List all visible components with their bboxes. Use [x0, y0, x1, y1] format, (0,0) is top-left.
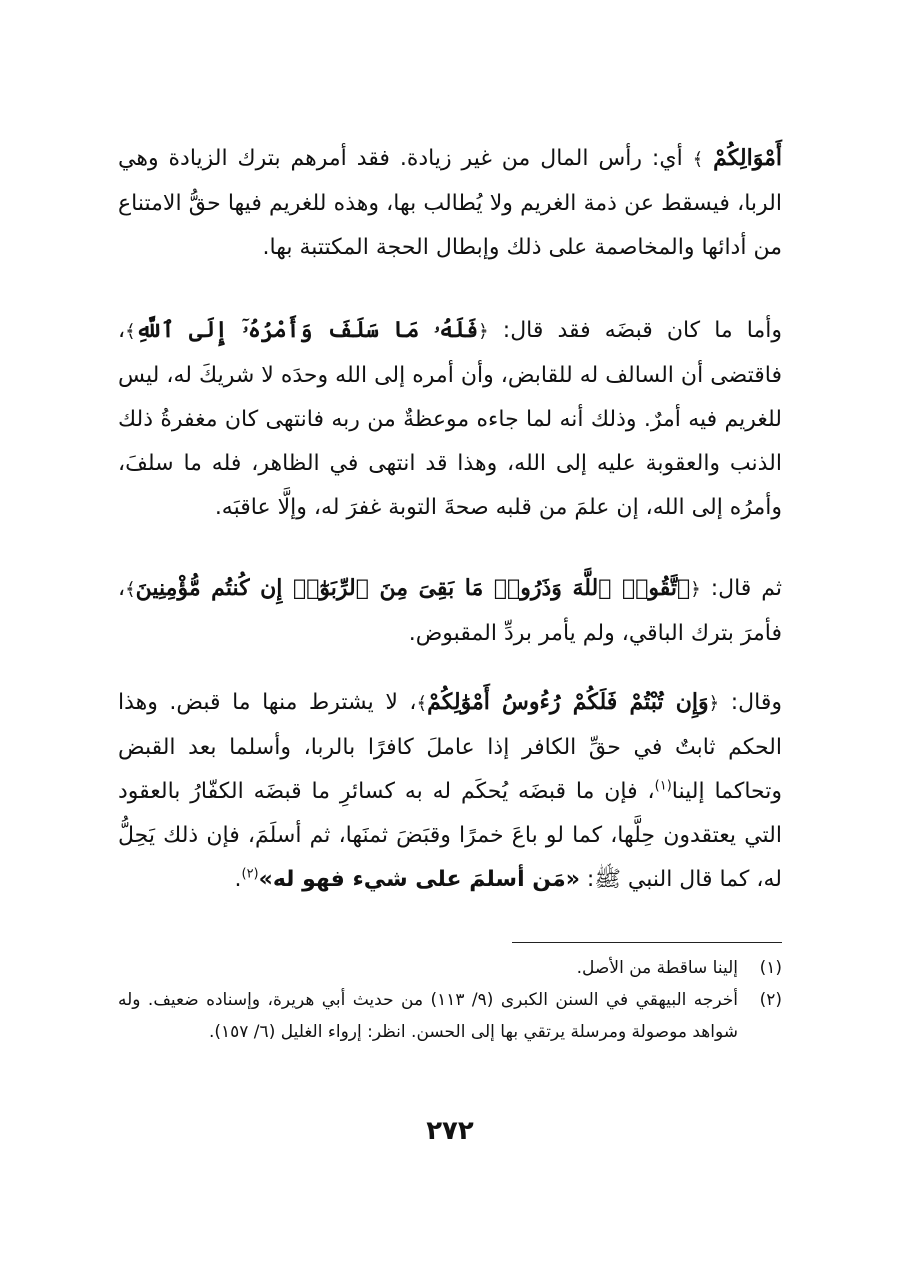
paragraph-2-intro: وأما ما كان قبضَه فقد قال:: [502, 318, 783, 343]
footnote-text: إلينا ساقطة من الأصل.: [576, 958, 738, 978]
ornate-bracket-open: ﴿: [478, 321, 489, 342]
paragraph-3-intro: ثم قال:: [710, 576, 782, 601]
paragraph-2-text: ، فاقتضى أن السالف له للقابض، وأن أمره إلى الله وحدَه لا شريكَ له، ليس للغريم فيه أمرٌ. وذلك أنه لما جاءه موعظةٌ من ربه فانتهى كان مغفرةُ ذلك الذنب والعقوبة عليه إلى الله، وهذا قد انتهى في الظاهر، فله ما سلفَ، وأمرُه إلى الله، إن علمَ من قلبه صحةَ التوبة غفرَ له، وإلَّا عاقبَه.: [118, 318, 782, 520]
footnote-separator: [512, 942, 782, 943]
footnotes: [118, 952, 782, 1048]
paragraph-3-text: ، فأمرَ بترك الباقي، ولم يأمر بردِّ المقبوض.: [118, 576, 782, 646]
footnote-text: أخرجه البيهقي في السنن الكبرى (٩/ ١١٣) من حديث أبي هريرة، وإسناده ضعيف. وله شواهد موصولة ومرسلة يرتقي بها إلى الحسن. انظر: إرواء الغليل (٦/ ١٥٧).: [118, 990, 738, 1042]
paragraph-4-text: ، لا يشترط منها ما قبض. وهذا الحكم ثابتٌ في حقِّ الكافر إذا عاملَ كافرًا بالربا، وأسلما بعد القبض وتحاكما إلينا: [118, 690, 782, 804]
hadith-quote: «مَن أسلمَ على شيء فهو له»: [258, 867, 580, 892]
ornate-bracket-close: ﴾: [692, 149, 704, 170]
paragraph-1: [118, 136, 782, 270]
paragraph-3: [118, 566, 782, 656]
ornate-bracket-open: ﴿: [708, 693, 720, 714]
footnote-1: [118, 952, 782, 984]
footnote-ref-2[interactable]: (٢): [241, 866, 259, 882]
ornate-bracket-close: ﴾: [125, 321, 136, 342]
footnote-number: (١): [759, 958, 782, 978]
footnote-number: (٢): [759, 990, 782, 1010]
paragraph-4-intro: وقال:: [730, 690, 782, 715]
ornate-bracket-open: ﴿: [690, 579, 701, 600]
paragraph-4-text-cont: ، فإن ما قبضَه يُحكَم له به كسائرِ ما قبضَه الكفّارُ بالعقود التي يعتقدون حِلَّها، كما لو باعَ خمرًا وقبَضَ ثمنَها، ثم أسلَمَ، فإن ذلك يَحِلُّ له، كما قال النبي ﷺ:: [118, 779, 782, 892]
quran-verse-2: فَلَهُۥ مَا سَلَفَ وَأَمْرُهُۥٓ إِلَى ٱللَّهِ: [135, 317, 479, 343]
page-number: ٢٧٢: [426, 1116, 474, 1146]
paragraph-4: [118, 680, 782, 902]
ornate-bracket-close: ﴾: [416, 693, 428, 714]
quran-verse-3: ٱتَّقُوا۟ ٱللَّهَ وَذَرُوا۟ مَا بَقِىَ مِنَ ٱلرِّبَوٰٓا۟ إِن كُنتُم مُّؤْمِنِينَ: [135, 575, 691, 601]
footnote-2: [118, 984, 782, 1048]
paragraph-4-end: .: [234, 867, 242, 892]
footnote-ref-1[interactable]: (١): [654, 778, 672, 794]
quran-verse-1: أَمْوَالِكُمْ: [713, 145, 782, 171]
quran-verse-4: وَإِن تُبْتُمْ فَلَكُمْ رُءُوسُ أَمْوَٰلِكُمْ: [427, 689, 709, 715]
paragraph-1-text: أي: رأس المال من غير زيادة. فقد أمرهم بترك الزيادة وهي الربا، فيسقط عن ذمة الغريم ولا يُطالب بها، وهذه للغريم فيها حقُّ الامتناع من أدائها والمخاصمة على ذلك وإبطال الحجة المكتتبة بها.: [118, 146, 782, 260]
ornate-bracket-close: ﴾: [125, 579, 136, 600]
paragraph-2: [118, 308, 782, 530]
